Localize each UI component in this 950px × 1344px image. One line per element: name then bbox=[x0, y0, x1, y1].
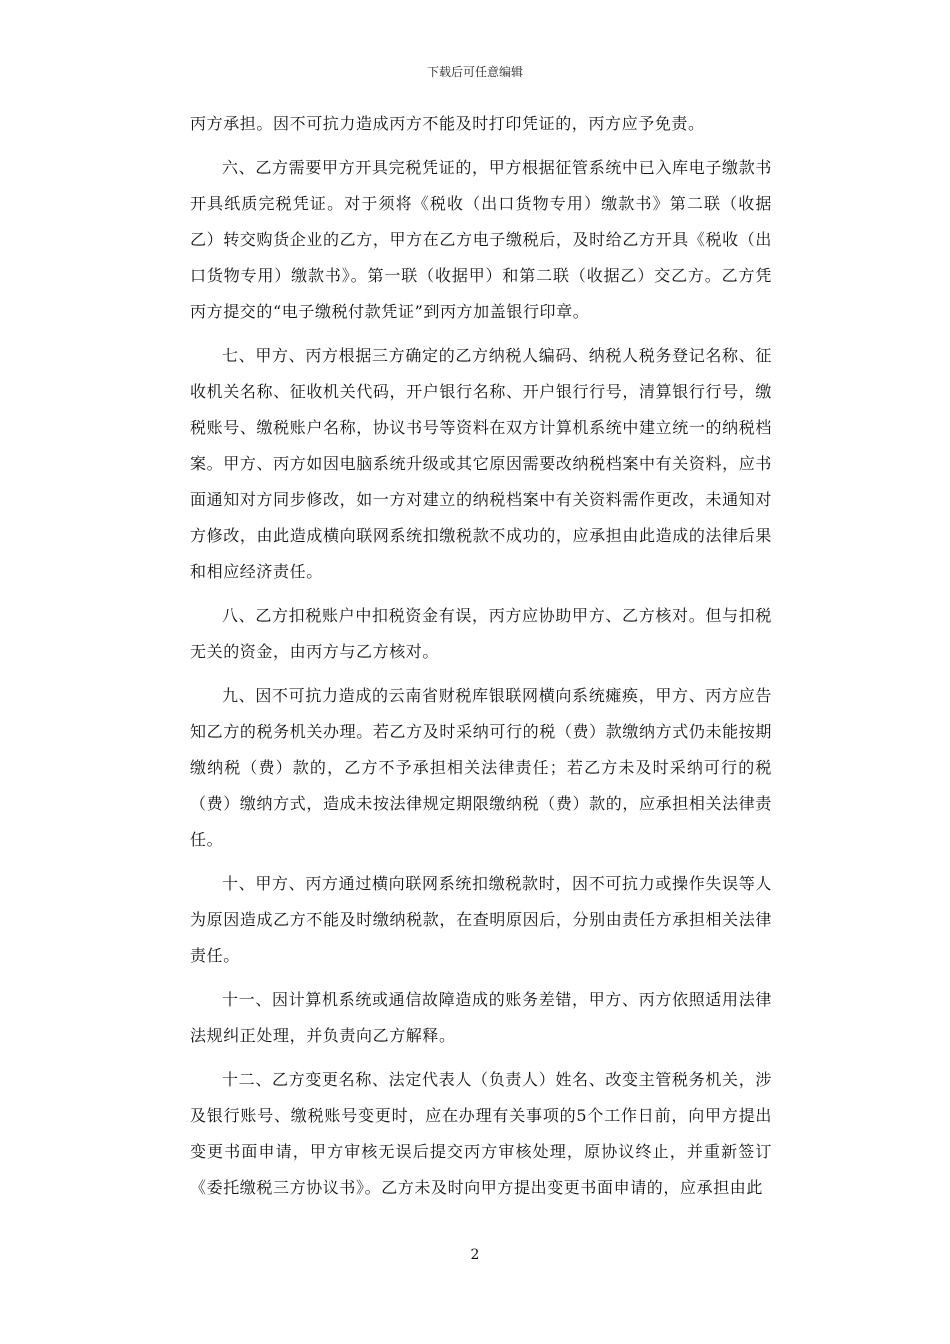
clause-10: 十、甲方、丙方通过横向联网系统扣缴税款时，因不可抗力或操作失误等人为原因造成乙方不能及时缴纳税款，在查明原因后，分别由责任方承担相关法律责任。 bbox=[190, 874, 772, 965]
document-body bbox=[190, 106, 772, 1214]
paragraph-continuation: 丙方承担。因不可抗力造成丙方不能及时打印凭证的，丙方应予免责。 bbox=[190, 114, 705, 133]
clause-8: 八、乙方扣税账户中扣税资金有误，丙方应协助甲方、乙方核对。但与扣税无关的资金，由丙方与乙方核对。 bbox=[190, 606, 772, 661]
clause-9: 九、因不可抗力造成的云南省财税库银联网横向系统瘫痪，甲方、丙方应告知乙方的税务机关办理。若乙方及时采纳可行的税（费）款缴纳方式仍未能按期缴纳税（费）款的，乙方不予承担相关法律责任；若乙方未及时采纳可行的税（费）缴纳方式，造成未按法律规定期限缴纳税（费）款的，应承担相关法律责任。 bbox=[190, 686, 772, 849]
clause-11: 十一、因计算机系统或通信故障造成的账务差错，甲方、丙方依照适用法律法规纠正处理，并负责向乙方解释。 bbox=[190, 990, 772, 1045]
clause-12: 十二、乙方变更名称、法定代表人（负责人）姓名、改变主管税务机关，涉及银行账号、缴税账号变更时，应在办理有关事项的5个工作日前，向甲方提出变更书面申请，甲方审核无误后提交丙方审核处理，原协议终止，并重新签订《委托缴税三方协议书》。乙方未及时向甲方提出变更书面申请的，应承担由此 bbox=[190, 1070, 772, 1197]
page-header: 下载后可任意编辑 bbox=[426, 65, 523, 79]
clause-7: 七、甲方、丙方根据三方确定的乙方纳税人编码、纳税人税务登记名称、征收机关名称、征收机关代码，开户银行名称、开户银行行号，清算银行行号，缴税账号、缴税账户名称，协议书号等资料在双方计算机系统中建立统一的纳税档案。甲方、丙方如因电脑系统升级或其它原因需要改纳税档案中有关资料，应书面通知对方同步修改，如一方对建立的纳税档案中有关资料需作更改，未通知对方修改，由此造成横向联网系统扣缴税款不成功的，应承担由此造成的法律后果和相应经济责任。 bbox=[190, 346, 772, 581]
page-number: 2 bbox=[470, 1247, 480, 1263]
clause-6: 六、乙方需要甲方开具完税凭证的，甲方根据征管系统中已入库电子缴款书开具纸质完税凭证。对于须将《税收（出口货物专用）缴款书》第二联（收据乙）转交购货企业的乙方，甲方在乙方电子缴税后，及时给乙方开具《税收（出口货物专用）缴款书》。第一联（收据甲）和第二联（收据乙）交乙方。乙方凭丙方提交的“电子缴税付款凭证”到丙方加盖银行印章。 bbox=[190, 158, 772, 321]
